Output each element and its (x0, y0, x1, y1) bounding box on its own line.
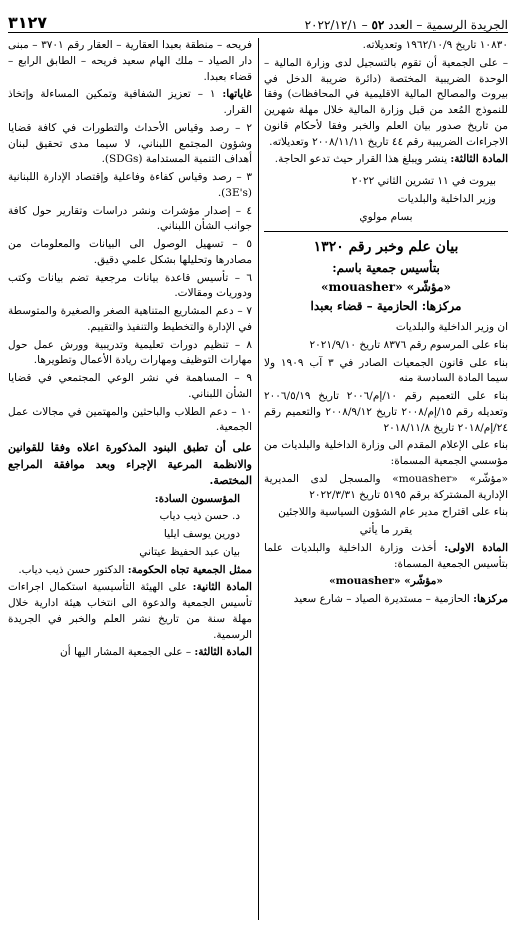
paragraph: بناء على اقتراح مدير عام الشؤون السياسية واللاجئين (278, 506, 508, 519)
hq-text: الحازمية – مستديرة الصياد – شارع سعيد (293, 593, 474, 606)
paragraph: بناء على الإعلام المقدم الى وزارة الداخلية والبلديات من مؤسسي الجمعية المسماة: (264, 439, 508, 468)
article-two (8, 580, 252, 643)
goals-label: غاياتها: (222, 88, 252, 101)
gazette-title: الجريدة الرسمية – العدد ٥٢ – ٢٠٢٢/١٢/١ (304, 18, 508, 32)
goal-item: ٨ – تنظيم دورات تعليمية وتدريبية وورش عمل حول مهارات التوظيف ومهارات ريادة الأعمال وتطويرها. (8, 338, 252, 367)
government-representative (8, 563, 252, 579)
paragraph: ١٠٨٣٠ تاريخ ١٩٦٢/١٠/٩ وتعديلاته. (362, 39, 508, 51)
page-header (8, 6, 508, 33)
notice-subject: بتأسيس جمعية باسم: (332, 260, 440, 275)
goal-item: ٩ – المساهمة في نشر الوعي المجتمعي في قضايا الشأن اللبناني. (8, 372, 252, 400)
bold-clause: على أن تطبق البنود المذكورة اعلاه وفقا للقوانين والانظمة المرعية الإجراء وبعد موافقة المراجع المختصة. (8, 441, 252, 487)
article-label: المادة الثالثة: (194, 646, 252, 659)
paragraph: بناء على التعميم رقم ١٠/إم/٢٠٠٦ تاريخ ٢٠٠٦/٥/١٩ وتعديله رقم ١٥/إم/٢٠٠٨ تاريخ ٢٠٠٨/٩/١٢ والتعميم رقم ٢٤/إم/٢٠١٨ تاريخ ٢٠١٨/١١/٨ (264, 390, 508, 434)
article-label: المادة الثالثة: (450, 153, 508, 166)
article-text: ينشر ويبلغ هذا القرار حيث تدعو الحاجة. (274, 153, 451, 166)
paragraph: ان وزير الداخلية والبلديات (395, 321, 508, 334)
issue-number: ٥٢ (371, 18, 385, 32)
association-name: «مؤشّر» «mouasher» (320, 279, 452, 294)
goal-item: ٢ – رصد وقياس الأحداث والتطورات في كافة قضايا وشؤون المجتمع اللبناني، لا سيما مدى تحقيق لبنان أهداف التنمية المستدامة (SDGs). (8, 121, 252, 166)
founder-name: بيان عبد الحفيظ عيتاني (139, 545, 240, 558)
rep-label: ممثل الجمعية تجاه الحكومة: (127, 563, 252, 576)
hq-label: مركزها: (473, 593, 508, 606)
right-column (264, 38, 508, 610)
issue-date: – ٢٠٢٢/١٢/١ (304, 18, 368, 32)
goal-item: ١٠ – دعم الطلاب والباحثين والمهتمين في مجالات عمل الجمعية. (8, 405, 252, 434)
founders-label: المؤسسون السادة: (154, 492, 240, 505)
minister-title: وزير الداخلية والبلديات (397, 192, 496, 205)
rep-text: الدكتور حسن ذيب دياب. (18, 563, 128, 576)
association-hq: مركزها: الحازمية – قضاء بعبدا (310, 299, 462, 314)
goals (8, 87, 252, 119)
minister-name: بسام مولوي (359, 210, 413, 223)
goal-item: ٧ – دعم المشاريع المتناهية الصغر والصغيرة والمتوسطة في الإدارة والتخطيط والتنفيذ والتقييم. (8, 305, 252, 333)
goal-item: ٦ – تأسيس قاعدة بيانات مرجعية تضم بيانات وكتب ودوريات ومقالات. (8, 271, 252, 300)
goal-item: ٤ – إصدار مؤشرات ونشر دراسات وتقارير حول كافة جوانب الشأن اللبناني. (8, 204, 252, 233)
article-three (8, 645, 252, 661)
article-text: – على الجمعية المشار اليها أن (60, 646, 195, 659)
decision-line: يقرر ما يأتي (359, 524, 413, 537)
paragraph: – على الجمعية أن تقوم بالتسجيل لدى وزارة المالية – الوحدة الضريبية المختصة (دائرة ضريبة الدخل في بيروت والمصالح المالية الاقليمية في المحافظات) وفقا للنموذج المُعد من قبل وزارة المالية خلال مهلة شهرين من تاريخ صدور بيان العلم والخبر وفقا لأحكام قانون الاجراءات الضريبية رقم ٤٤ تاريخ ٢٠٠٨/١١/١١ وتعديلاته. (264, 56, 508, 148)
article-label: المادة الاولى: (444, 541, 508, 554)
paragraph: فريحه – منطقة بعبدا العقارية – العقار رقم ٣٧٠١ – مبنى دار الصياد – ملك الهام سعيد فريحه – الطابق الرابع – قضاء بعبدا. (8, 39, 253, 83)
paragraph: «مؤشّر» «mouasher» والمسجل لدى المديرية الإدارية المشتركة برقم ٥١٩٥ تاريخ ٢٠٢٢/٣/٣١ (264, 472, 508, 501)
notice-number: بيان علم وخبر رقم ١٣٢٠ (313, 239, 459, 256)
goal-item: ٥ – تسهيل الوصول الى البيانات والمعلومات من مصادرها وتحليلها بشكل علمي دقيق. (8, 238, 252, 266)
goal-item: ٣ – رصد وقياس كفاءة وفاعلية وإقتصاد الإدارة اللبنانية (3E's). (8, 171, 252, 199)
article-label: المادة الثانية: (192, 581, 252, 594)
headquarters (264, 592, 508, 608)
column-divider (258, 38, 259, 920)
article-one (264, 541, 508, 573)
page-number: ٣١٢٧ (8, 13, 48, 32)
place-date: بيروت في ١١ تشرين الثاني ٢٠٢٢ (351, 175, 496, 187)
association-name: «مؤشّر» «mouasher» (329, 575, 443, 588)
left-column (8, 38, 252, 663)
paragraph: بناء على قانون الجمعيات الصادر في ٣ آب ١٩٠٩ ولا سيما المادة السادسة منه (264, 356, 508, 385)
article-text: على الهيئة التأسيسية استكمال اجراءات تأسيس الجمعية والدعوة الى انتخاب هيئة ادارية خلال مهلة سنة من تاريخ نشر العلم والخبر في الجريدة الرسمية. (8, 581, 252, 641)
founder-name: دورين يوسف ايليا (163, 528, 240, 540)
paragraph: بناء على المرسوم رقم ٨٣٧٦ تاريخ ٢٠٢١/٩/١٠ (309, 338, 508, 351)
article-three (264, 152, 508, 168)
goal-item: ١ – تعزيز الشفافية وتمكين المساءلة وإتخاذ القرار. (8, 88, 252, 116)
article-text: أخذت وزارة الداخلية والبلديات علما بتأسيس الجمعية المسماة: (264, 541, 508, 570)
founder-name: د. حسن ذيب دياب (159, 510, 240, 523)
notice-heading (264, 231, 508, 316)
